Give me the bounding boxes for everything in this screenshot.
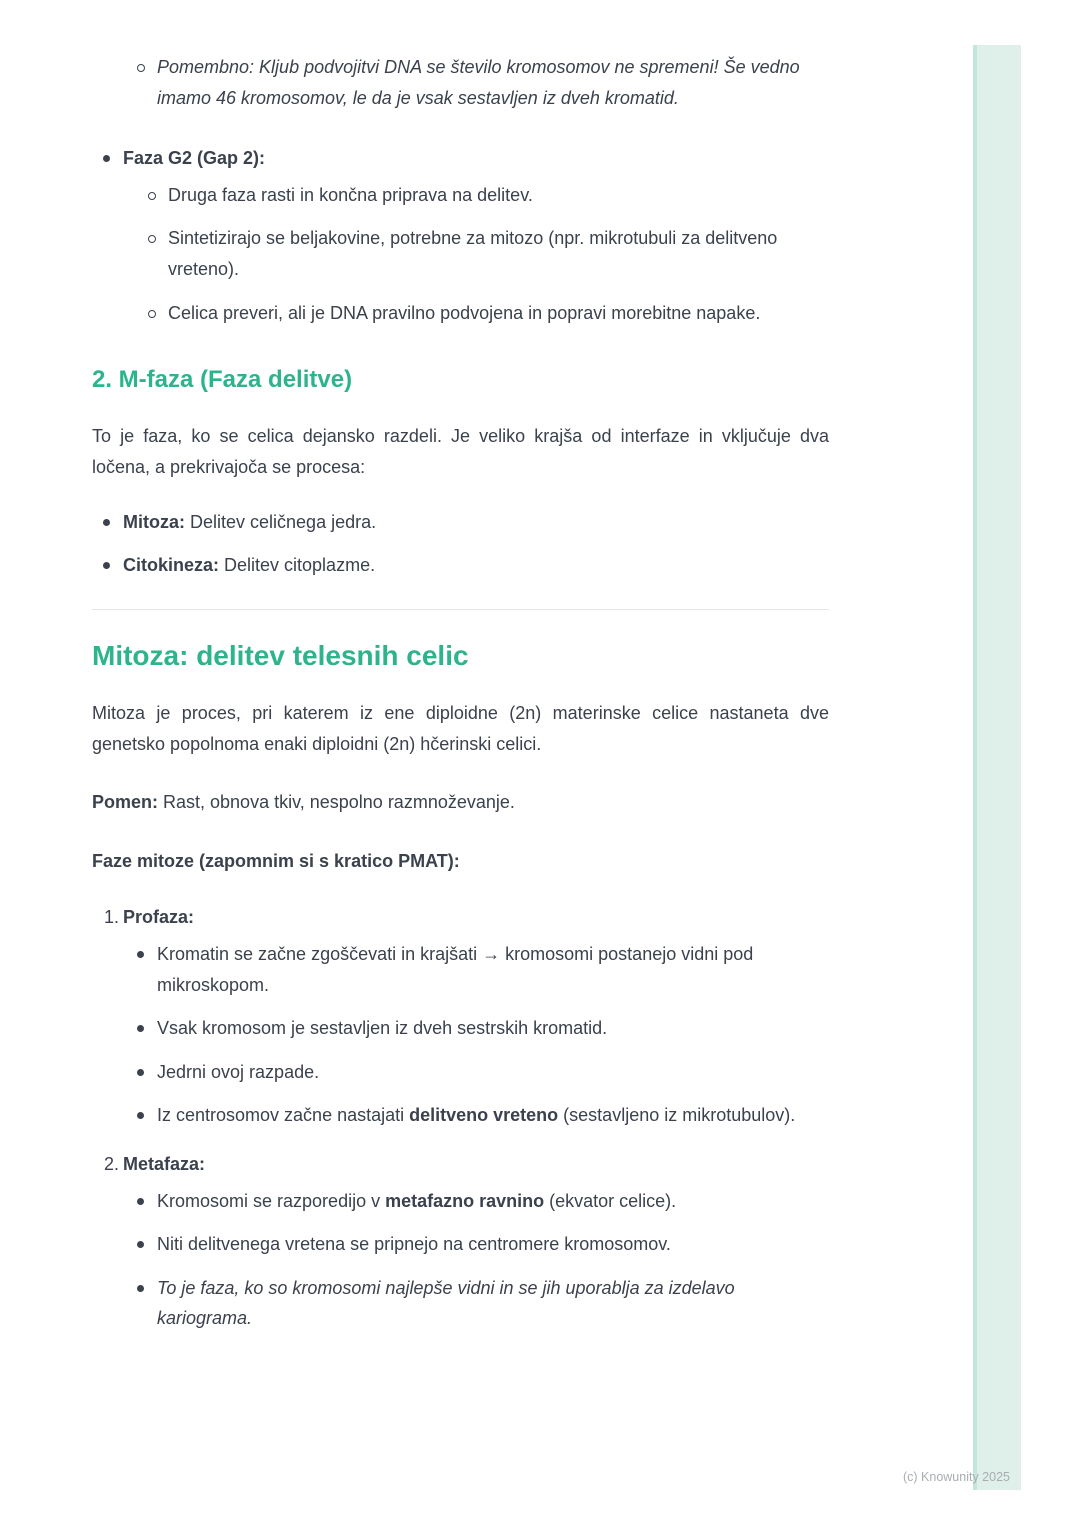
- m-faza-heading: 2. M-faza (Faza delitve): [92, 366, 353, 394]
- bullet-disc-icon: [137, 951, 144, 958]
- list-item: [137, 1229, 829, 1260]
- bullet-marker: [137, 1057, 157, 1076]
- mitoza-intro: Mitoza je proces, pri katerem iz ene diploidne (2n) materinske celice nastaneta dve genetsko popolnoma enaki diploidni (2n) hčerinski celici.: [92, 703, 829, 754]
- bullet-marker: [148, 180, 168, 200]
- bullet-disc-icon: [137, 1069, 144, 1076]
- list-item: [137, 1057, 829, 1088]
- pomen-label: Pomen:: [92, 792, 159, 813]
- copyright-text: (c) Knowunity 2025: [902, 1469, 1010, 1484]
- item-pre: Kromosomi se razporedijo v: [157, 1190, 386, 1211]
- g2-item-text: Sintetizirajo se beljakovine, potrebne za mitozo (npr. mikrotubuli za delitveno vreteno).: [168, 228, 778, 279]
- item-post: (ekvator celice).: [544, 1190, 677, 1211]
- accent-stripe: [973, 45, 1021, 1490]
- faze-heading-line: [92, 846, 829, 877]
- list-item: [103, 507, 829, 538]
- bullet-marker: [148, 298, 168, 318]
- list-item: [137, 1013, 829, 1044]
- list-item: [148, 298, 829, 329]
- g2-title: Faza G2 (Gap 2):: [123, 148, 266, 169]
- item-pre: Niti delitvenega vretena se pripnejo na centromere kromosomov.: [157, 1234, 671, 1255]
- phase-number: 1.: [104, 907, 120, 928]
- item-pre: Kromatin se začne zgoščevati in krajšati → kromosomi postanejo vidni pod mikroskopom.: [157, 944, 754, 995]
- bullet-disc-icon: [137, 1025, 144, 1032]
- list-item: [137, 1273, 829, 1334]
- bullet-marker: [137, 1013, 157, 1032]
- profaza-sub-list: [92, 939, 829, 1131]
- item-pre: Iz centrosomov začne nastajati: [157, 1105, 410, 1126]
- pomen-text: Rast, obnova tkiv, nespolno razmnoževanje.: [158, 792, 515, 813]
- bullet-disc-icon: [137, 1241, 144, 1248]
- mitoza-heading: Mitoza: delitev telesnih celic: [92, 639, 469, 671]
- phase-title: Profaza:: [123, 907, 195, 928]
- bullet-marker: [103, 550, 123, 569]
- section-divider: [92, 609, 829, 610]
- bullet-disc-icon: [137, 1112, 144, 1119]
- g2-sub-list: [103, 180, 829, 328]
- list-item: [137, 52, 829, 113]
- bullet-circle-icon: [148, 192, 156, 200]
- item-pre: Vsak kromosom je sestavljen iz dveh sestrskih kromatid.: [157, 1018, 608, 1039]
- bullet-disc-icon: [137, 1198, 144, 1205]
- bullet-marker: [137, 1100, 157, 1119]
- phase-number: 2.: [104, 1154, 120, 1175]
- bullet-circle-icon: [148, 235, 156, 243]
- important-note-text: Pomembno: Kljub podvojitvi DNA se število kromosomov ne spremeni! Še vedno imamo 46 kromosomov, le da je vsak sestavljen iz dveh kromatid.: [157, 57, 800, 108]
- phases-list: [92, 902, 829, 1334]
- bullet-marker: [137, 1186, 157, 1205]
- phase-profaza: [92, 902, 829, 1131]
- m-faza-item-rest: Delitev celičnega jedra.: [185, 511, 377, 532]
- pomen-line: [92, 787, 829, 818]
- item-bold: delitveno vreteno: [409, 1105, 559, 1126]
- bullet-marker: [103, 143, 123, 162]
- item-pre: Jedrni ovoj razpade.: [157, 1061, 320, 1082]
- bullet-marker: [137, 939, 157, 958]
- list-item: [148, 180, 829, 211]
- item-post: (sestavljeno iz mikrotubulov).: [558, 1105, 796, 1126]
- metafaza-sub-list: [92, 1186, 829, 1334]
- m-faza-intro: To je faza, ko se celica dejansko razdeli. Je veliko krajša od interfaze in vključuje dva ločena, a prekrivajoča se procesa:: [92, 426, 829, 477]
- m-faza-item-rest: Delitev citoplazme.: [219, 555, 376, 576]
- bullet-disc-icon: [103, 562, 110, 569]
- phase-metafaza: [92, 1149, 829, 1334]
- item-bold: metafazno ravnino: [385, 1190, 545, 1211]
- bullet-circle-icon: [137, 64, 145, 72]
- g2-list: [92, 143, 829, 328]
- page-content: [92, 52, 829, 1347]
- faze-heading: Faze mitoze (zapomnim si s kratico PMAT):: [92, 850, 460, 871]
- bullet-marker: [148, 223, 168, 243]
- list-item: [148, 223, 829, 284]
- bullet-marker: [137, 1273, 157, 1292]
- bullet-disc-icon: [103, 519, 110, 526]
- list-item: [137, 1186, 829, 1217]
- m-faza-list: [92, 507, 829, 581]
- bullet-marker: [103, 507, 123, 526]
- list-item: [137, 1100, 829, 1131]
- g2-item-text: Druga faza rasti in končna priprava na delitev.: [168, 184, 533, 205]
- m-faza-item-bold: Mitoza:: [123, 511, 185, 532]
- list-item: [137, 939, 829, 1000]
- bullet-disc-icon: [137, 1285, 144, 1292]
- important-note-list: [92, 52, 829, 113]
- m-faza-item-bold: Citokineza:: [123, 555, 220, 576]
- bullet-marker: [137, 1229, 157, 1248]
- item-pre: To je faza, ko so kromosomi najlepše vidni in se jih uporablja za izdelavo kariograma.: [157, 1277, 735, 1329]
- phase-title: Metafaza:: [123, 1154, 206, 1175]
- bullet-disc-icon: [103, 155, 110, 162]
- bullet-circle-icon: [148, 310, 156, 318]
- bullet-marker: [137, 52, 157, 72]
- g2-item-text: Celica preveri, ali je DNA pravilno podvojena in popravi morebitne napake.: [168, 302, 761, 323]
- list-item: [103, 550, 829, 581]
- list-item: [103, 143, 829, 328]
